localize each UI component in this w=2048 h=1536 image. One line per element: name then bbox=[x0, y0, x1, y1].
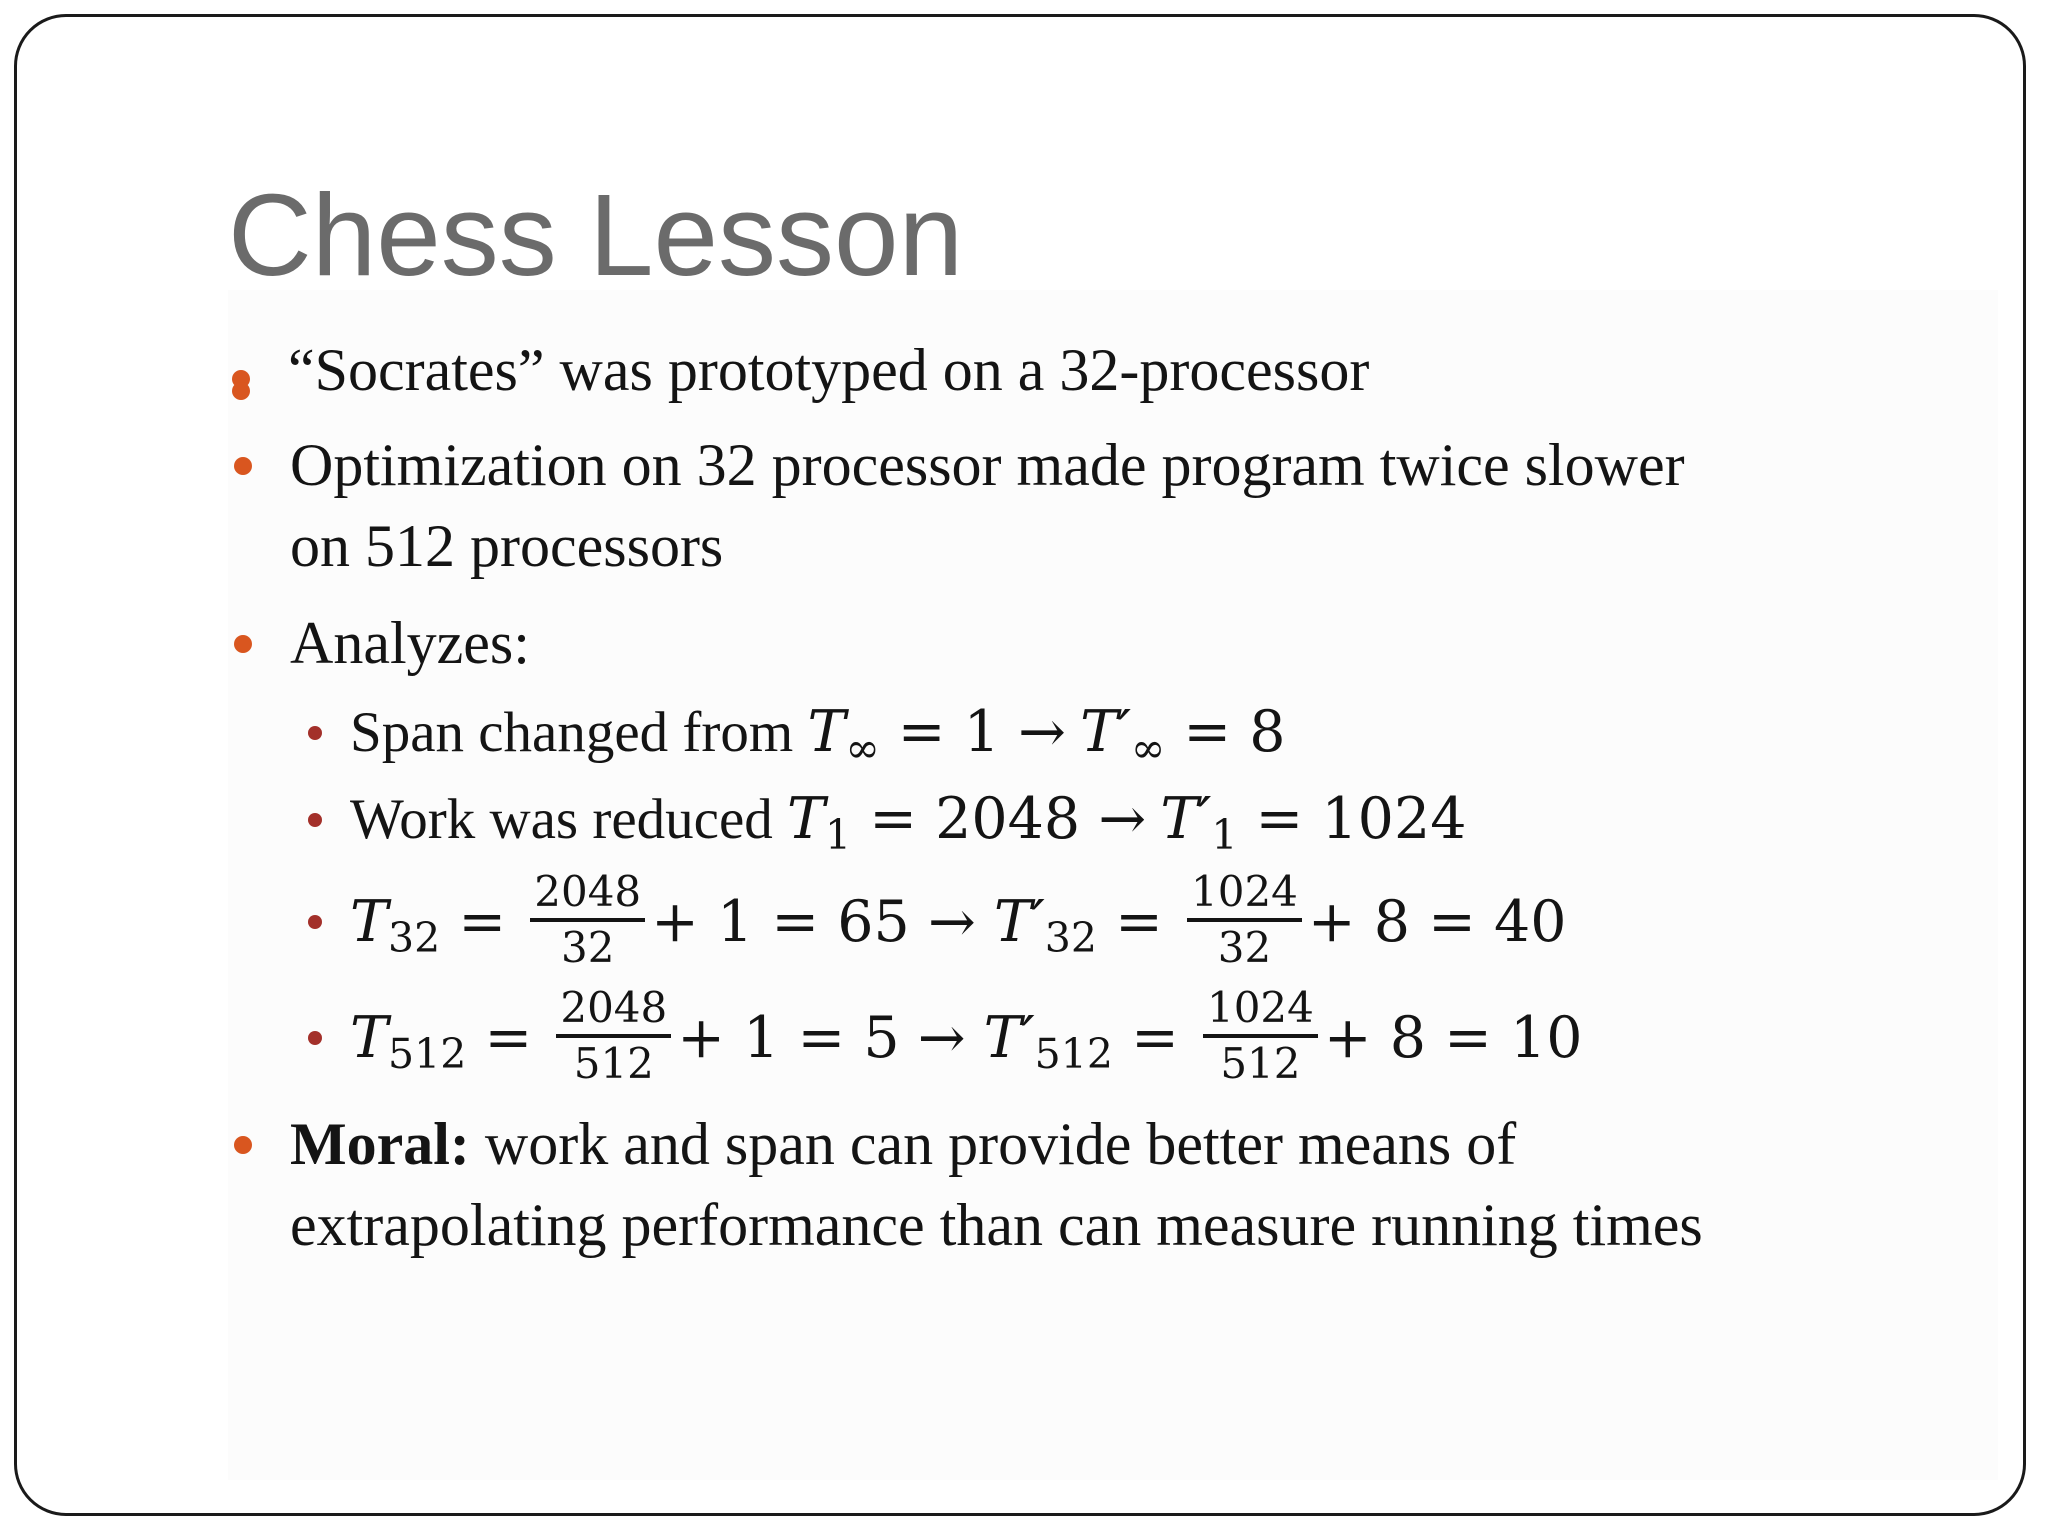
t32-denominator-2: 32 bbox=[1217, 922, 1272, 972]
bullet-item-analyzes: Analyzes: bbox=[290, 610, 530, 676]
bullet-item-moral bbox=[290, 1104, 1516, 1184]
span-sub-inf: ∞ bbox=[845, 724, 880, 773]
bullet-item-optimization: Optimization on 32 processor made program twice slower bbox=[290, 432, 1685, 498]
work-prefix: Work was reduced bbox=[350, 788, 787, 851]
t512-numerator: 2048 bbox=[556, 982, 671, 1038]
bullet-item-socrates: “Socrates” was prototyped on a 32-processor bbox=[288, 337, 1370, 403]
bullet-item-moral-cont: extrapolating performance than can measure running times bbox=[290, 1192, 1703, 1258]
span-eq2: = 8 bbox=[1165, 699, 1286, 765]
t32-rest-2: + 8 = 40 bbox=[1307, 889, 1567, 955]
arrow-icon: → bbox=[1098, 786, 1147, 852]
arrow-icon: → bbox=[927, 889, 976, 955]
arrow-icon: → bbox=[1018, 699, 1066, 765]
work-Tprime: T′ bbox=[1160, 786, 1212, 852]
span-T: T bbox=[807, 699, 846, 765]
t512-Tprime: T′ bbox=[983, 1005, 1035, 1071]
moral-text: work and span can provide better means of bbox=[469, 1111, 1517, 1177]
t32-eq: = bbox=[440, 889, 525, 955]
bullet-item-optimization-cont: on 512 processors bbox=[290, 513, 724, 579]
bullet-marker bbox=[234, 1136, 252, 1154]
t32-numerator: 2048 bbox=[530, 866, 645, 922]
t32-sub-2: 32 bbox=[1044, 914, 1098, 963]
span-Tprime: T′ bbox=[1080, 699, 1132, 765]
arrow-icon: → bbox=[917, 1005, 966, 1071]
t512-eq: = bbox=[466, 1005, 551, 1071]
t512-fraction bbox=[556, 982, 671, 1090]
moral-label: Moral: bbox=[290, 1111, 470, 1177]
t32-rest: + 1 = 65 bbox=[651, 889, 928, 955]
t512-fraction-2 bbox=[1203, 982, 1318, 1090]
sub-item-t512 bbox=[350, 978, 1583, 1103]
span-prefix: Span changed from bbox=[350, 701, 808, 764]
work-eq1: = 2048 bbox=[851, 786, 1099, 852]
slide-title: Chess Lesson bbox=[228, 170, 964, 300]
sub-item-t32 bbox=[350, 862, 1567, 987]
t32-T: T bbox=[350, 889, 389, 955]
t512-rest: + 1 = 5 bbox=[677, 1005, 918, 1071]
work-T: T bbox=[787, 786, 826, 852]
t512-sub-2: 512 bbox=[1034, 1030, 1113, 1079]
t32-numerator-2: 1024 bbox=[1187, 866, 1302, 922]
t512-eq2: = bbox=[1112, 1005, 1197, 1071]
work-sub-1: 1 bbox=[825, 811, 852, 860]
t512-rest-2: + 8 = 10 bbox=[1323, 1005, 1583, 1071]
t512-denominator: 512 bbox=[573, 1038, 654, 1088]
t32-eq2: = bbox=[1097, 889, 1182, 955]
sub-bullet-marker bbox=[308, 1031, 322, 1045]
t32-Tprime: T′ bbox=[993, 889, 1045, 955]
work-sub-1-2: 1 bbox=[1211, 811, 1238, 860]
t512-T: T bbox=[350, 1005, 389, 1071]
span-eq1: = 1 bbox=[879, 699, 1019, 765]
bullet-marker bbox=[234, 635, 252, 653]
t512-numerator-2: 1024 bbox=[1203, 982, 1318, 1038]
work-eq2: = 1024 bbox=[1237, 786, 1467, 852]
t32-sub: 32 bbox=[388, 914, 441, 963]
t32-denominator: 32 bbox=[560, 922, 615, 972]
t32-fraction-2 bbox=[1187, 866, 1302, 974]
bullet-marker bbox=[232, 382, 250, 400]
sub-bullet-marker bbox=[308, 813, 322, 827]
t512-sub: 512 bbox=[388, 1030, 467, 1079]
t32-fraction bbox=[530, 866, 645, 974]
span-sub-inf-2: ∞ bbox=[1131, 724, 1166, 773]
sub-bullet-marker bbox=[308, 915, 322, 929]
t512-denominator-2: 512 bbox=[1220, 1038, 1301, 1088]
sub-item-span bbox=[350, 692, 1286, 777]
sub-item-work bbox=[350, 779, 1466, 864]
sub-bullet-marker bbox=[308, 726, 322, 740]
bullet-marker bbox=[234, 457, 252, 475]
